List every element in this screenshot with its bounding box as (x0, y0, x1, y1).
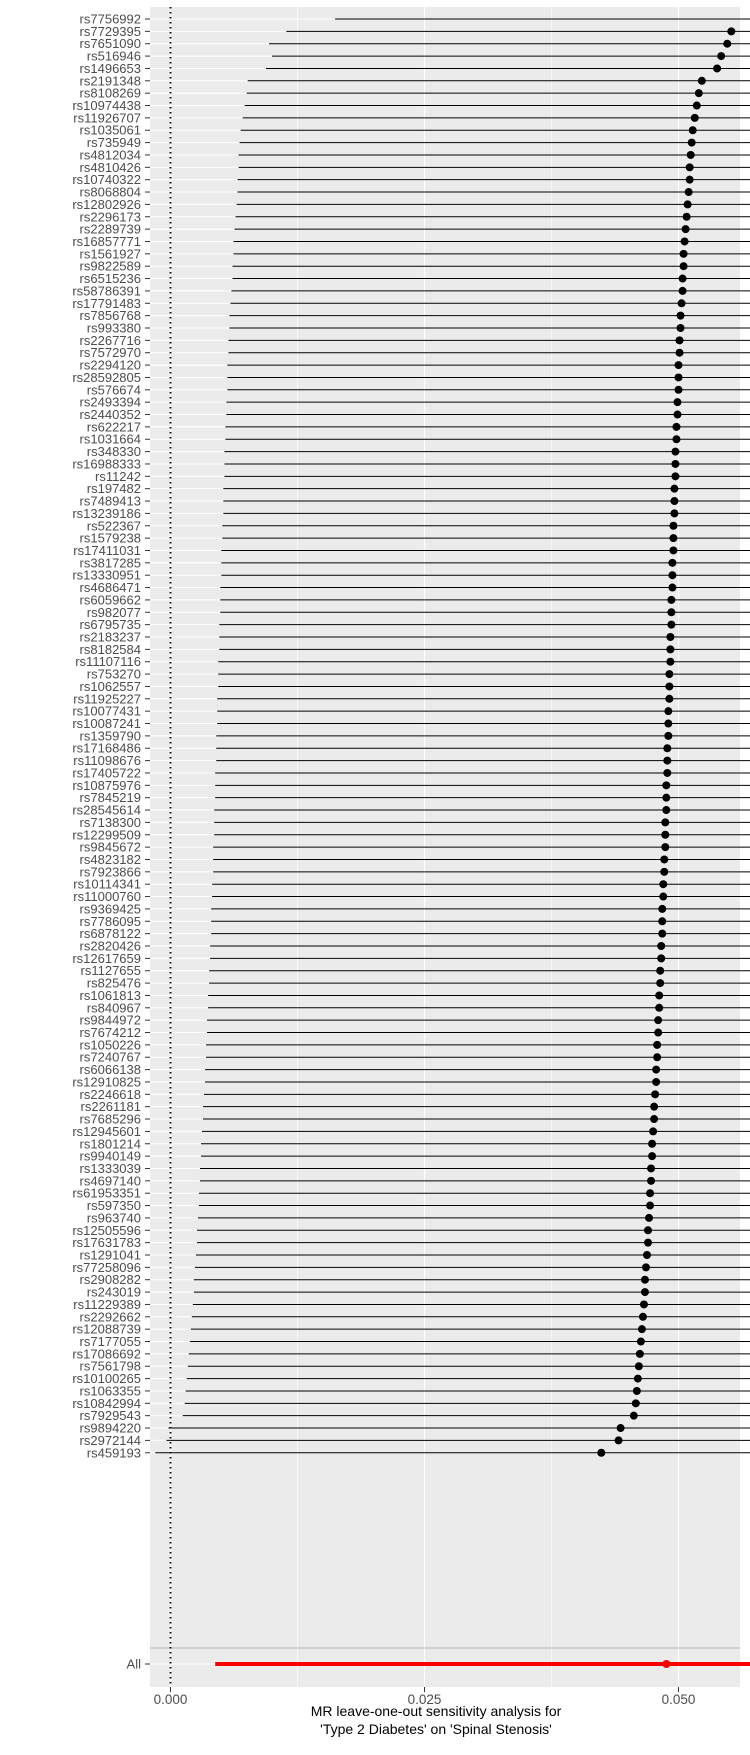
y-tick-label: rs2440352 (79, 407, 141, 423)
y-tick-label: rs7240767 (79, 1049, 141, 1065)
y-tick-label: rs2289739 (79, 221, 141, 237)
estimate-point (652, 1066, 660, 1074)
y-tick-label: rs963740 (86, 1210, 141, 1226)
estimate-point (666, 658, 674, 666)
y-tick-label: rs1291041 (79, 1247, 141, 1263)
y-tick-label: rs7572970 (79, 345, 141, 361)
y-tick-label: rs7729395 (79, 23, 141, 39)
estimate-point (684, 200, 692, 208)
estimate-point (641, 1288, 649, 1296)
estimate-point (664, 707, 672, 715)
y-tick-label: rs516946 (86, 48, 141, 64)
estimate-point (639, 1313, 647, 1321)
y-tick-label: rs10842994 (72, 1395, 141, 1411)
y-tick-label: rs12617659 (72, 950, 141, 966)
estimate-point (670, 509, 678, 517)
estimate-point (630, 1412, 638, 1420)
y-tick-label: rs16988333 (72, 456, 141, 472)
y-tick-label: rs9369425 (79, 901, 141, 917)
y-tick-label: rs1333039 (79, 1160, 141, 1176)
y-tick-label: rs77258096 (72, 1259, 141, 1275)
estimate-point (713, 64, 721, 72)
y-tick-label: rs17405722 (72, 765, 141, 781)
y-tick-label: rs1496653 (79, 60, 141, 76)
estimate-point (666, 645, 674, 653)
y-tick-label: rs2191348 (79, 73, 141, 89)
estimate-point (665, 682, 673, 690)
estimate-point (667, 608, 675, 616)
estimate-point (645, 1214, 653, 1222)
y-tick-label: rs13330951 (72, 567, 141, 583)
estimate-point (671, 460, 679, 468)
estimate-point (661, 843, 669, 851)
estimate-point (644, 1226, 652, 1234)
y-tick-label: rs459193 (86, 1445, 141, 1461)
x-tick-label: 0.050 (661, 1692, 696, 1707)
estimate-point (658, 930, 666, 938)
x-tick-label: 0.000 (153, 1692, 188, 1707)
estimate-point (663, 744, 671, 752)
estimate-point (617, 1424, 625, 1432)
y-tick-label: rs1050226 (79, 1037, 141, 1053)
estimate-point (658, 905, 666, 913)
estimate-point (677, 312, 685, 320)
y-tick-label: rs1561927 (79, 246, 141, 262)
y-tick-label: rs12088739 (72, 1321, 141, 1337)
y-tick-label: rs6515236 (79, 271, 141, 287)
y-tick-label: rs11098676 (73, 753, 141, 769)
estimate-point (657, 942, 665, 950)
y-tick-label: rs4812034 (79, 147, 141, 163)
estimate-point (659, 893, 667, 901)
y-tick-label: rs11107116 (75, 654, 141, 670)
y-tick-label: rs12910825 (72, 1074, 141, 1090)
estimate-point (664, 732, 672, 740)
estimate-point (641, 1276, 649, 1284)
y-tick-label: rs9845672 (79, 839, 141, 855)
estimate-point (691, 114, 699, 122)
estimate-point (671, 472, 679, 480)
y-tick-label: rs2908282 (79, 1272, 141, 1288)
y-tick-label: rs17631783 (72, 1235, 141, 1251)
y-tick-label: rs11926707 (73, 110, 141, 126)
estimate-point (723, 40, 731, 48)
estimate-point (675, 361, 683, 369)
y-tick-label: rs16857771 (72, 233, 141, 249)
y-tick-label: rs10087241 (72, 716, 141, 732)
estimate-point (668, 584, 676, 592)
y-tick-label: rs4686471 (79, 580, 141, 596)
x-tick-label: 0.025 (407, 1692, 442, 1707)
estimate-point (689, 126, 697, 134)
estimate-point (665, 670, 673, 678)
estimate-point (688, 139, 696, 147)
y-tick-label: rs7786095 (79, 913, 141, 929)
estimate-point (679, 287, 687, 295)
estimate-point (632, 1399, 640, 1407)
y-tick-label: rs1359790 (79, 728, 141, 744)
y-tick-label: rs9940149 (79, 1148, 141, 1164)
y-tick-label: rs6066138 (79, 1062, 141, 1078)
estimate-point (665, 695, 673, 703)
y-tick-label: rs7929543 (79, 1408, 141, 1424)
estimate-point (671, 448, 679, 456)
estimate-point (683, 213, 691, 221)
y-tick-label: rs7674212 (79, 1025, 141, 1041)
estimate-point (655, 991, 663, 999)
estimate-point (597, 1449, 605, 1457)
y-tick-label: rs2292662 (79, 1309, 141, 1325)
y-tick-label: rs7177055 (79, 1334, 141, 1350)
y-tick-label: rs10740322 (72, 172, 141, 188)
y-tick-label: rs17086692 (72, 1346, 141, 1362)
estimate-point (635, 1362, 643, 1370)
y-tick-label-all: All (126, 1656, 141, 1672)
y-tick-label: rs3817285 (79, 555, 141, 571)
y-tick-label: rs197482 (86, 481, 141, 497)
y-tick-label: rs12505596 (72, 1222, 141, 1238)
overall-estimate-point (662, 1660, 670, 1668)
estimate-point (695, 89, 703, 97)
y-tick-label: rs2296173 (79, 209, 141, 225)
estimate-point (672, 435, 680, 443)
estimate-point (653, 1053, 661, 1061)
y-tick-label: rs9894220 (79, 1420, 141, 1436)
estimate-point (633, 1387, 641, 1395)
estimate-point (686, 176, 694, 184)
estimate-point (647, 1177, 655, 1185)
y-tick-label: rs2493394 (79, 394, 141, 410)
y-tick-label: rs6878122 (79, 926, 141, 942)
estimate-point (648, 1140, 656, 1148)
y-tick-label: rs7856768 (79, 308, 141, 324)
estimate-point (680, 262, 688, 270)
y-tick-label: rs1035061 (79, 122, 141, 138)
y-tick-label: rs243019 (86, 1284, 141, 1300)
y-tick-label: rs4697140 (79, 1173, 141, 1189)
estimate-point (643, 1251, 651, 1259)
y-tick-label: rs1063355 (79, 1383, 141, 1399)
estimate-point (615, 1436, 623, 1444)
estimate-point (676, 349, 684, 357)
estimate-point (652, 1078, 660, 1086)
estimate-point (662, 806, 670, 814)
y-tick-label: rs11242 (94, 468, 141, 484)
y-tick-label: rs12802926 (72, 196, 141, 212)
estimate-point (664, 720, 672, 728)
y-tick-label: rs1061813 (79, 987, 141, 1003)
x-axis-title-line2: 'Type 2 Diabetes' on 'Spinal Stenosis' (320, 1721, 552, 1737)
estimate-point (670, 497, 678, 505)
estimate-point (668, 559, 676, 567)
y-tick-label: rs11925227 (73, 691, 141, 707)
estimate-point (677, 324, 685, 332)
estimate-point (647, 1164, 655, 1172)
estimate-point (672, 423, 680, 431)
estimate-point (660, 855, 668, 863)
y-tick-label: rs10114341 (73, 876, 141, 892)
estimate-point (634, 1375, 642, 1383)
estimate-point (651, 1090, 659, 1098)
estimate-point (644, 1239, 652, 1247)
y-tick-label: rs7756992 (79, 11, 141, 27)
estimate-point (668, 571, 676, 579)
x-axis-title-line1: MR leave-one-out sensitivity analysis for (310, 1703, 562, 1719)
estimate-point (661, 818, 669, 826)
estimate-point (676, 336, 684, 344)
y-tick-label: rs10875976 (72, 777, 141, 793)
estimate-point (669, 546, 677, 554)
y-tick-label: rs6795735 (79, 617, 141, 633)
y-tick-label: rs4823182 (79, 851, 141, 867)
estimate-point (638, 1325, 646, 1333)
estimate-point (654, 1016, 662, 1024)
y-tick-label: rs1801214 (79, 1136, 141, 1152)
estimate-point (650, 1103, 658, 1111)
estimate-point (656, 967, 664, 975)
estimate-point (637, 1338, 645, 1346)
y-tick-label: rs7685296 (79, 1111, 141, 1127)
y-tick-label: rs11000760 (73, 889, 141, 905)
estimate-point (649, 1127, 657, 1135)
estimate-point (682, 225, 690, 233)
y-tick-label: rs17411031 (73, 542, 141, 558)
estimate-point (673, 398, 681, 406)
y-tick-label: rs8108269 (79, 85, 141, 101)
estimate-point (680, 250, 688, 258)
estimate-point (717, 52, 725, 60)
y-tick-label: rs753270 (86, 666, 141, 682)
estimate-point (670, 485, 678, 493)
estimate-point (642, 1263, 650, 1271)
y-tick-label: rs576674 (86, 382, 141, 398)
estimate-point (685, 188, 693, 196)
estimate-point (655, 1004, 663, 1012)
estimate-point (648, 1152, 656, 1160)
y-tick-label: rs597350 (86, 1198, 141, 1214)
y-tick-label: rs10077431 (72, 703, 141, 719)
y-tick-label: rs1127655 (80, 963, 141, 979)
y-tick-label: rs12945601 (72, 1123, 141, 1139)
y-tick-label: rs348330 (86, 444, 141, 460)
y-tick-label: rs2246618 (79, 1086, 141, 1102)
estimate-point (662, 781, 670, 789)
estimate-point (660, 868, 668, 876)
y-tick-label: rs17791483 (72, 295, 141, 311)
y-tick-label: rs11229389 (73, 1296, 141, 1312)
y-tick-label: rs7138300 (79, 814, 141, 830)
estimate-point (666, 633, 674, 641)
estimate-point (654, 1029, 662, 1037)
y-axis-labels (72, 12, 150, 1672)
y-tick-label: rs8068804 (79, 184, 141, 200)
estimate-point (686, 163, 694, 171)
estimate-point (640, 1300, 648, 1308)
estimate-point (658, 917, 666, 925)
y-tick-label: rs17168486 (72, 740, 141, 756)
estimate-point (659, 880, 667, 888)
y-tick-label: rs6059662 (79, 592, 141, 608)
y-tick-label: rs2972144 (79, 1432, 141, 1448)
y-tick-label: rs7561798 (79, 1358, 141, 1374)
estimate-point (669, 522, 677, 530)
y-tick-label: rs7651090 (79, 36, 141, 52)
y-tick-label: rs58786391 (72, 283, 141, 299)
estimate-point (657, 954, 665, 962)
y-tick-label: rs9822589 (79, 258, 141, 274)
estimate-point (646, 1189, 654, 1197)
estimate-point (667, 621, 675, 629)
y-tick-label: rs982077 (86, 604, 141, 620)
estimate-point (656, 979, 664, 987)
y-tick-label: rs1579238 (79, 530, 141, 546)
y-tick-label: rs7489413 (79, 493, 141, 509)
y-tick-label: rs8182584 (79, 641, 141, 657)
y-tick-label: rs2267716 (79, 332, 141, 348)
estimate-point (661, 831, 669, 839)
y-tick-label: rs1062557 (79, 678, 141, 694)
y-tick-label: rs622217 (86, 419, 141, 435)
estimate-point (667, 596, 675, 604)
estimate-point (653, 1041, 661, 1049)
y-tick-label: rs28592805 (72, 369, 141, 385)
y-tick-label: rs840967 (86, 1000, 141, 1016)
estimate-point (663, 757, 671, 765)
estimate-point (646, 1202, 654, 1210)
estimate-point (679, 275, 687, 283)
estimate-point (687, 151, 695, 159)
y-tick-label: rs7845219 (79, 790, 141, 806)
estimate-point (693, 102, 701, 110)
y-tick-label: rs9844972 (79, 1012, 141, 1028)
y-tick-label: rs4810426 (79, 159, 141, 175)
y-tick-label: rs522367 (86, 518, 141, 534)
y-tick-label: rs825476 (86, 975, 141, 991)
estimate-point (663, 769, 671, 777)
estimate-point (727, 27, 735, 35)
y-tick-label: rs2261181 (80, 1099, 141, 1115)
estimate-point (669, 534, 677, 542)
estimate-point (650, 1115, 658, 1123)
estimate-point (673, 411, 681, 419)
estimate-point (636, 1350, 644, 1358)
y-tick-label: rs1031664 (79, 431, 141, 447)
y-tick-label: rs28545614 (72, 802, 141, 818)
y-tick-label: rs12299509 (72, 827, 141, 843)
estimate-point (662, 794, 670, 802)
y-tick-label: rs61953351 (72, 1185, 141, 1201)
estimate-point (675, 373, 683, 381)
y-tick-label: rs993380 (86, 320, 141, 336)
estimate-point (678, 299, 686, 307)
y-tick-label: rs2820426 (79, 938, 141, 954)
estimate-point (675, 386, 683, 394)
y-tick-label: rs2294120 (79, 357, 141, 373)
y-tick-label: rs10100265 (72, 1371, 141, 1387)
y-tick-label: rs2183237 (79, 629, 141, 645)
estimate-point (698, 77, 706, 85)
y-tick-label: rs735949 (86, 135, 141, 151)
y-tick-label: rs13239186 (72, 505, 141, 521)
y-tick-label: rs7923866 (79, 864, 141, 880)
y-tick-label: rs10974438 (72, 98, 141, 114)
estimate-point (681, 237, 689, 245)
